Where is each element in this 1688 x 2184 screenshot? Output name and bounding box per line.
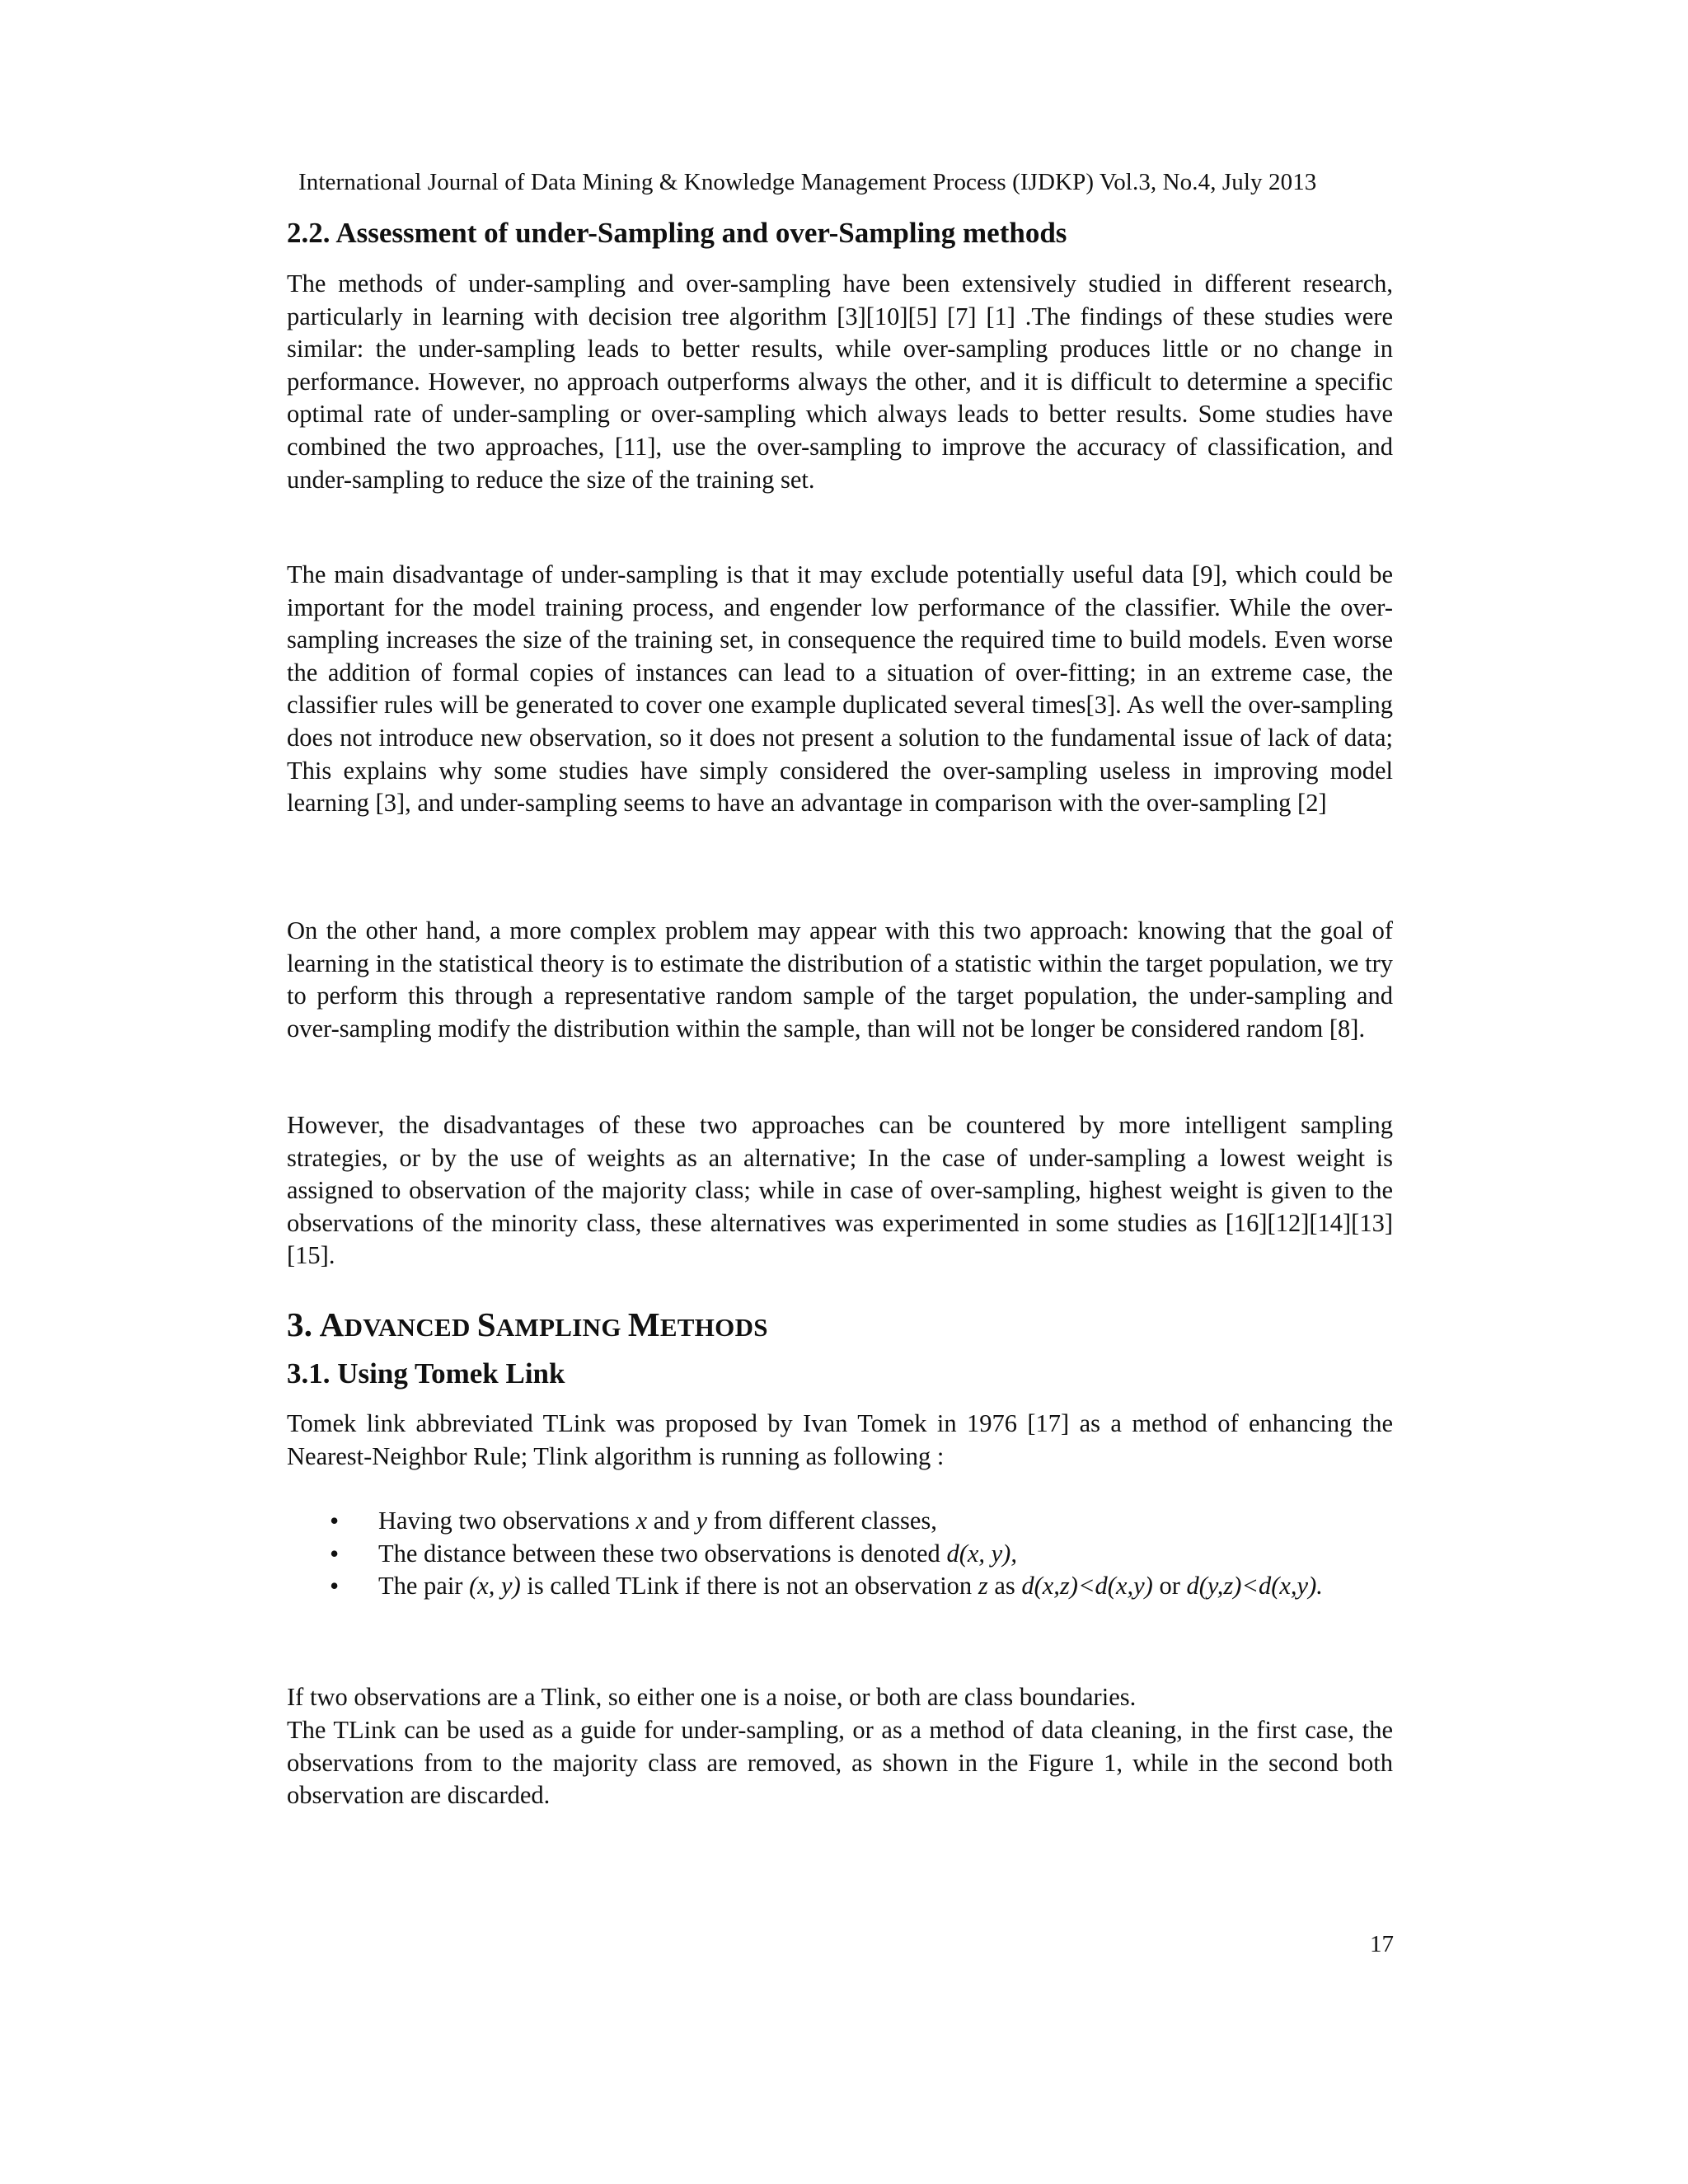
paragraph-2-2-3: On the other hand, a more complex problem may appear with this two approach: knowing that the goal of learning in the statistical theory is to estimate the distribution of a statistic within the target population, we try to perform this through a representative random sample of the target population, the under-sampling and over-sampling modify the distribution within the sample, than will not be longer be considered random [8].	[287, 916, 1393, 1043]
math-expr: d(x, y),	[946, 1539, 1017, 1568]
paragraph-3-1-after-2: The TLink can be used as a guide for under-sampling, or as a method of data cleaning, in the first case, the observations from to the majority class are removed, as shown in the Figure 1, while in the second both observation are discarded.	[287, 1716, 1393, 1810]
paragraph-2-2-4: However, the disadvantages of these two approaches can be countered by more intelligent sampling strategies, or by the use of weights as an alternative; In the case of under-sampling a lowest weight is assigned to observation of the majority class; while in case of over-sampling, highest weight is given to the observations of the minority class, these alternatives was experimented in some studies as [16][12][14][13][15].	[287, 1111, 1393, 1270]
heading-smallcaps: DVANCED	[344, 1313, 477, 1342]
page-number: 17	[1370, 1931, 1394, 1957]
paragraph-2-2-1: The methods of under-sampling and over-sampling have been extensively studied in different research, particularly in learning with decision tree algorithm [3][10][5] [7] [1] .The findings of these studies were similar: the under-sampling leads to better results, while over-sampling produces little or no change in performance. However, no approach outperforms always the other, and it is difficult to determine a specific optimal rate of under-sampling or over-sampling which always leads to better results. Some studies have combined the two approaches, [11], use the over-sampling to improve the accuracy of classification, and under-sampling to reduce the size of the training set.	[287, 269, 1393, 494]
heading-cap: A	[319, 1305, 345, 1343]
heading-cap: S	[476, 1305, 496, 1343]
list-item	[287, 1538, 1393, 1571]
section-3-1-title: 3.1. Using Tomek Link	[287, 1357, 565, 1390]
math-expr: d(x,z)<d(x,y)	[1021, 1572, 1153, 1601]
math-var: y	[696, 1507, 707, 1535]
bullet-icon: •	[330, 1506, 340, 1535]
math-expr: (x, y)	[469, 1572, 521, 1601]
bullet-text: or	[1152, 1572, 1187, 1601]
tlink-bullet-list	[287, 1505, 1393, 1603]
bullet-icon: •	[330, 1571, 340, 1601]
journal-header: International Journal of Data Mining & Knowledge Management Process (IJDKP) Vol.3, No.4, July 2013	[298, 169, 1317, 195]
paragraph-2-2-2: The main disadvantage of under-sampling is that it may exclude potentially useful data [9], which could be important for the model training process, and engender low performance of the classifier. While the over-sampling increases the size of the training set, in consequence the required time to build models. Even worse the addition of formal copies of instances can lead to a situation of over-fitting; in an extreme case, the classifier rules will be generated to cover one example duplicated several times[3]. As well the over-sampling does not introduce new observation, so it does not present a solution to the fundamental issue of lack of data; This explains why some studies have simply considered the over-sampling useless in improving model learning [3], and under-sampling seems to have an advantage in comparison with the over-sampling [2]	[287, 560, 1393, 818]
heading-cap: M	[627, 1305, 660, 1343]
math-expr: d(y,z)<d(x,y).	[1186, 1572, 1323, 1601]
bullet-text: as	[987, 1572, 1022, 1601]
bullet-text: The pair	[378, 1572, 470, 1601]
paragraph-3-1-after-1: If two observations are a Tlink, so either one is a noise, or both are class boundaries.	[287, 1683, 1137, 1711]
bullet-text: The distance between these two observations is denoted	[378, 1539, 947, 1568]
paragraph-3-1-intro: Tomek link abbreviated TLink was proposed by Ivan Tomek in 1976 [17] as a method of enhancing the Nearest-Neighbor Rule; Tlink algorithm is running as following :	[287, 1409, 1393, 1470]
heading-smallcaps: ETHODS	[659, 1313, 768, 1342]
bullet-text: and	[647, 1507, 696, 1535]
list-item	[287, 1505, 1393, 1538]
section-3-heading	[287, 1305, 768, 1344]
bullet-text: Having two observations	[378, 1507, 636, 1535]
section-3-number: 3.	[287, 1305, 320, 1343]
math-var: z	[978, 1572, 988, 1601]
bullet-text: is called TLink if there is not an observation	[520, 1572, 978, 1601]
section-2-2-title: 2.2. Assessment of under-Sampling and over-Sampling methods	[287, 217, 1067, 249]
bullet-text: from different classes,	[706, 1507, 937, 1535]
list-item	[287, 1570, 1393, 1603]
math-var: x	[635, 1507, 648, 1535]
bullet-icon: •	[330, 1538, 340, 1568]
heading-smallcaps: AMPLING	[495, 1313, 628, 1342]
